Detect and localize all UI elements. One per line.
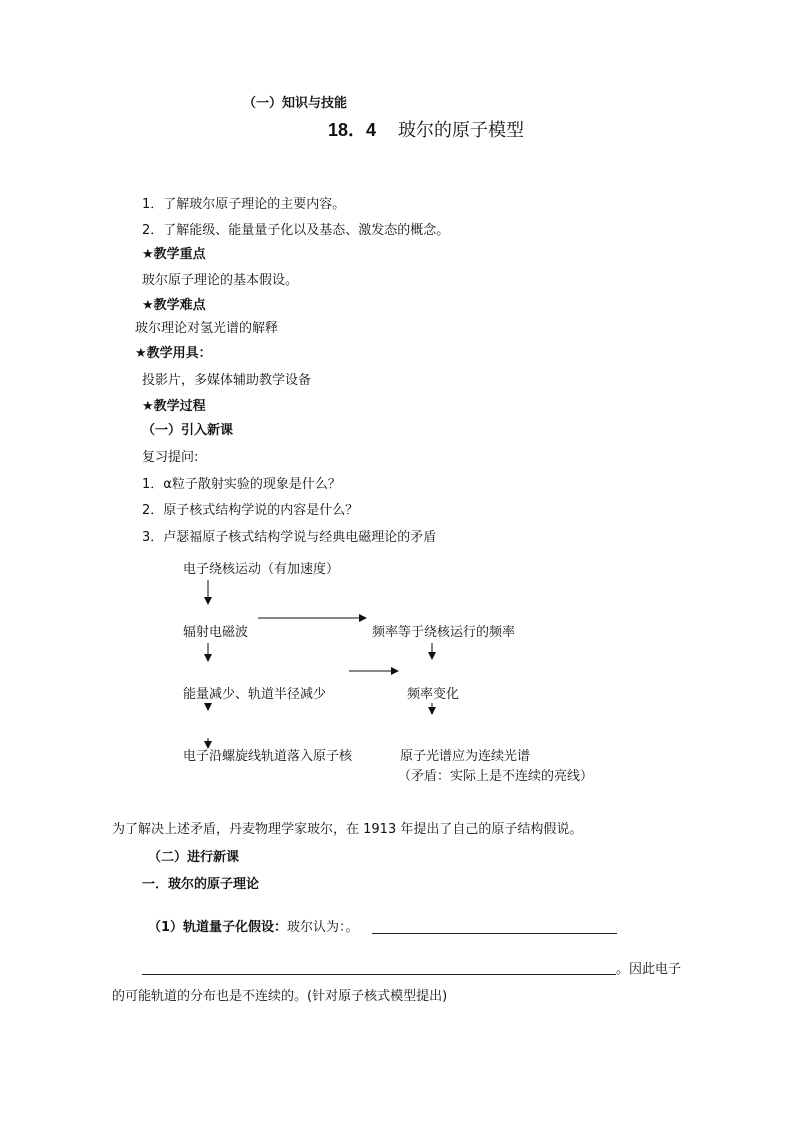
hypothesis-1-continuation: 的可能轨道的分布也是不连续的。(针对原子核式模型提出) — [112, 989, 448, 1004]
flow-right-2: 频率变化 — [407, 687, 460, 702]
hypothesis-1-text: 玻尔认为：。 — [287, 920, 359, 935]
difficulty-text: 玻尔理论对氢光谱的解释 — [135, 321, 279, 336]
title-text: 玻尔的原子模型 — [398, 120, 525, 141]
objective-2: 2．了解能级、能量量子化以及基态、激发态的概念。 — [142, 223, 450, 238]
fill-blank-line-2 — [142, 974, 616, 975]
tools-text: 投影片，多媒体辅助教学设备 — [142, 373, 312, 388]
section1-heading: 一．玻尔的原子理论 — [142, 877, 260, 892]
fill-blank-line-1 — [372, 933, 617, 934]
hypothesis-1-label: （1）轨道量子化假设： — [148, 920, 288, 935]
flow-step-4: 电子沿螺旋线轨道落入原子核 — [183, 749, 353, 764]
hypothesis-1-tail: 。因此电子 — [616, 962, 682, 977]
question-2: 2．原子核式结构学说的内容是什么？ — [142, 503, 359, 518]
flow-step-2: 辐射电磁波 — [183, 625, 249, 640]
flow-step-1: 电子绕核运动（有加速度） — [183, 562, 340, 577]
intro-heading: （一）引入新课 — [142, 423, 234, 438]
difficulty-heading: ★教学难点 — [142, 298, 206, 313]
review-label: 复习提问: — [142, 450, 199, 465]
title-number: 18．4 — [328, 120, 377, 140]
section-heading-knowledge: （一）知识与技能 — [243, 96, 348, 111]
flow-step-3: 能量减少、轨道半径减少 — [183, 687, 327, 702]
question-3: 3．卢瑟福原子核式结构学说与经典电磁理论的矛盾 — [142, 530, 437, 545]
flow-right-1: 频率等于绕核运行的频率 — [372, 625, 516, 640]
question-1: 1．α粒子散射实验的现象是什么？ — [142, 477, 341, 492]
new-lesson-heading: （二）进行新课 — [148, 850, 240, 865]
hypothesis-1 — [148, 919, 359, 937]
objective-1: 1．了解玻尔原子理论的主要内容。 — [142, 197, 346, 212]
flow-right-3: 原子光谱应为连续光谱 — [400, 749, 531, 764]
transition-paragraph: 为了解决上述矛盾，丹麦物理学家玻尔，在 1913 年提出了自己的原子结构假说。 — [112, 822, 583, 837]
key-points-text: 玻尔原子理论的基本假设。 — [142, 273, 299, 288]
flow-contradiction: （矛盾：实际上是不连续的亮线） — [398, 769, 594, 784]
process-heading: ★教学过程 — [142, 399, 206, 414]
tools-heading: ★教学用具： — [135, 346, 212, 361]
key-points-heading: ★教学重点 — [142, 247, 206, 262]
